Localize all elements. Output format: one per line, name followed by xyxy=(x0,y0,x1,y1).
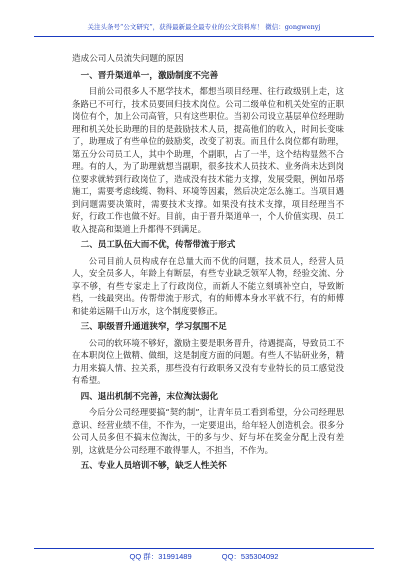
section-heading: 三、职级晋升通道狭窄，学习氛围不足 xyxy=(80,322,227,332)
section-heading: 一、晋升渠道单一，激励制度不完善 xyxy=(80,70,219,81)
footer xyxy=(34,551,374,562)
section-paragraph: 今后分公司经理要搞“契约制”，让青年员工看到希望，分公司经理思意识、经营业绩不佳，不作为，一定要退出，给年轻人创造机会。很多分公司人员多但不搞末位淘汰，干的多与少、好与坏在奖金分配上没有差别，这就是分公司经理不敢得罪人，不担当，不作为。 xyxy=(72,407,344,455)
section-heading: 四、退出机制不完善，末位淘汰弱化 xyxy=(80,391,219,402)
section-2 xyxy=(72,239,344,317)
header-divider xyxy=(34,36,374,37)
section-paragraph: 公司目前人员构成存在总量大而不优的问题，技术员人，经营人员人，安全员多人，年龄上有断层，有些专业缺乏领军人物，经验交流、分享不够，有些专家走上了行政岗位，而新人不能立刻填补空白，导致断档，一线最突出。传帮带流于形式，有的师傅本身水平就不行，有的师傅和徒弟远隔千山万水，这个制度要修正。 xyxy=(72,255,344,316)
section-heading: 二、员工队伍大而不优，传帮带流于形式 xyxy=(80,240,236,250)
footer-qq-group: QQ 群：31991489 xyxy=(129,552,192,561)
section-1 xyxy=(72,70,344,236)
footer-qq: QQ：535304092 xyxy=(221,552,279,561)
section-5 xyxy=(72,460,344,473)
section-4 xyxy=(72,391,344,457)
section-3 xyxy=(72,321,344,387)
section-paragraph: 公司的软环境不够好，激励主要是职务晋升，待遇提高，导致员工不在本职岗位上做精、做细，这是制度方面的问题。有些人不钻研业务，精力用来搞人情、拉关系，那些没有行政职务又没有专业特长的员工感觉没有希望。 xyxy=(72,337,344,385)
header-banner: 关注头条号“公文研究”，获得最新最全最专业的公文资料库！ 微信：gongwenyj xyxy=(87,23,321,31)
section-heading: 五、专业人员培训不够，缺乏人性关怀 xyxy=(80,461,227,471)
document-body xyxy=(72,53,344,476)
section-paragraph: 目前公司很多人不愿学技术，都想当项目经理、往行政级别上走，这条路已不可行，技术员要回归技术岗位。公司二级单位和机关处室的正职岗位有个，加上公司高管，只有这些职位。当初公司设立基层单位经理助理和机关处长助理的目的是鼓励技术人员，提高他们的收入，时间长变味了，助理成了有些单位的鼓励奖，改变了初衷。而且什么岗位都有助理，第五分公司员工人，其中个助理，个副职，占了一半，这个结构显然不合理。有的人，为了助理就想当副职，很多技术人员技术、业务尚未达到岗位要求就转到行政岗位了，造成没有技术能力支撑，发展受限，例如吊塔施工，需要考虑线缆、物料、环境等因素，然后决定怎么施工。当项目遇到问题需要决策时，需要技术支撑。如果没有技术支撑，项目经理当不好，行政工作也做不好。目前，由于晋升渠道单一，个人价值实现、员工收入提高和渠道上升都得不到满足。 xyxy=(72,86,344,234)
document-title: 造成公司人员流失问题的原因 xyxy=(72,54,184,64)
footer-divider xyxy=(34,548,374,549)
